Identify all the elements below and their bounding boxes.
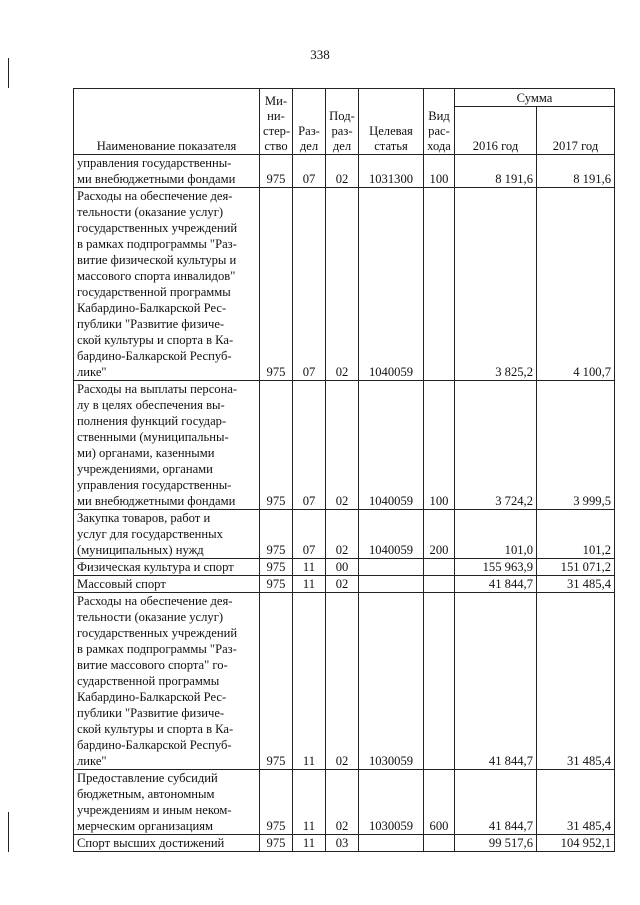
row-name: Расходы на выплаты персона- лу в целях обеспечения вы- полнения функций государ- ственными (муниципальны- ми) органами, казенными учреждениями, органами управления государственны- ми внебюджетными фондами xyxy=(74,381,260,510)
row-expense-type xyxy=(424,559,455,576)
row-subsection: 03 xyxy=(326,835,359,852)
row-sum-2017: 31 485,4 xyxy=(537,593,615,770)
row-section: 11 xyxy=(293,559,326,576)
row-sum-2016: 41 844,7 xyxy=(455,576,537,593)
row-sum-2017: 151 071,2 xyxy=(537,559,615,576)
row-target-article: 1030059 xyxy=(359,593,424,770)
row-expense-type: 100 xyxy=(424,381,455,510)
row-expense-type xyxy=(424,188,455,381)
row-name: Расходы на обеспечение дея- тельности (оказание услуг) государственных учреждений в рамках подпрограммы "Раз- витие физической культуры и массового спорта инвалидов" государственной программы Кабардино-Балкарской Рес- публики "Развитие физиче- ской культуры и спорта в Ка- бардино-Балкарской Респуб- лике" xyxy=(74,188,260,381)
header-year-2017: 2017 год xyxy=(537,107,615,155)
header-sum: Сумма xyxy=(455,89,615,107)
table-row xyxy=(74,381,615,510)
row-expense-type xyxy=(424,576,455,593)
margin-mark-top xyxy=(8,58,9,88)
row-section: 07 xyxy=(293,155,326,188)
row-sum-2016: 8 191,6 xyxy=(455,155,537,188)
row-ministry: 975 xyxy=(260,381,293,510)
row-subsection: 00 xyxy=(326,559,359,576)
row-subsection: 02 xyxy=(326,576,359,593)
header-ministry: Ми- ни- стер- ство xyxy=(260,89,293,155)
row-name: Предоставление субсидий бюджетным, автономным учреждениям и иным неком- мерческим организациям xyxy=(74,770,260,835)
row-subsection: 02 xyxy=(326,770,359,835)
row-subsection: 02 xyxy=(326,510,359,559)
row-ministry: 975 xyxy=(260,770,293,835)
header-name: Наименование показателя xyxy=(74,89,260,155)
row-target-article xyxy=(359,576,424,593)
row-sum-2016: 41 844,7 xyxy=(455,593,537,770)
row-sum-2017: 104 952,1 xyxy=(537,835,615,852)
row-subsection: 02 xyxy=(326,381,359,510)
row-target-article: 1040059 xyxy=(359,381,424,510)
row-section: 11 xyxy=(293,593,326,770)
row-sum-2017: 31 485,4 xyxy=(537,576,615,593)
row-ministry: 975 xyxy=(260,188,293,381)
row-sum-2017: 31 485,4 xyxy=(537,770,615,835)
row-name: Расходы на обеспечение дея- тельности (оказание услуг) государственных учреждений в рамках подпрограммы "Раз- витие массового спорта" го- сударственной программы Кабардино-Балкарской Рес- публики "Развитие физиче- ской культуры и спорта в Ка- бардино-Балкарской Респуб- лике" xyxy=(74,593,260,770)
header-target-article: Целевая статья xyxy=(359,89,424,155)
header-year-2016: 2016 год xyxy=(455,107,537,155)
row-sum-2017: 101,2 xyxy=(537,510,615,559)
row-expense-type xyxy=(424,593,455,770)
row-subsection: 02 xyxy=(326,155,359,188)
row-subsection: 02 xyxy=(326,188,359,381)
row-ministry: 975 xyxy=(260,155,293,188)
row-target-article xyxy=(359,559,424,576)
table-row xyxy=(74,835,615,852)
row-sum-2017: 8 191,6 xyxy=(537,155,615,188)
row-target-article: 1030059 xyxy=(359,770,424,835)
row-name: Закупка товаров, работ и услуг для государственных (муниципальных) нужд xyxy=(74,510,260,559)
row-sum-2016: 3 724,2 xyxy=(455,381,537,510)
table-row xyxy=(74,155,615,188)
row-expense-type xyxy=(424,835,455,852)
row-sum-2016: 41 844,7 xyxy=(455,770,537,835)
row-expense-type: 600 xyxy=(424,770,455,835)
header-section: Раз- дел xyxy=(293,89,326,155)
row-section: 11 xyxy=(293,835,326,852)
row-section: 07 xyxy=(293,510,326,559)
row-ministry: 975 xyxy=(260,510,293,559)
row-sum-2016: 155 963,9 xyxy=(455,559,537,576)
row-name: управления государственны- ми внебюджетными фондами xyxy=(74,155,260,188)
row-ministry: 975 xyxy=(260,559,293,576)
header-expense-type: Вид рас- хода xyxy=(424,89,455,155)
row-section: 11 xyxy=(293,770,326,835)
row-sum-2017: 4 100,7 xyxy=(537,188,615,381)
table-row xyxy=(74,576,615,593)
row-sum-2016: 3 825,2 xyxy=(455,188,537,381)
row-name: Спорт высших достижений xyxy=(74,835,260,852)
row-target-article: 1040059 xyxy=(359,510,424,559)
row-target-article xyxy=(359,835,424,852)
row-ministry: 975 xyxy=(260,576,293,593)
row-section: 07 xyxy=(293,188,326,381)
table-row xyxy=(74,510,615,559)
table-row xyxy=(74,559,615,576)
row-sum-2016: 101,0 xyxy=(455,510,537,559)
margin-mark-bottom xyxy=(8,812,9,852)
row-section: 07 xyxy=(293,381,326,510)
row-expense-type: 200 xyxy=(424,510,455,559)
row-name: Физическая культура и спорт xyxy=(74,559,260,576)
header-subsection: Под- раз- дел xyxy=(326,89,359,155)
row-name: Массовый спорт xyxy=(74,576,260,593)
table-row xyxy=(74,770,615,835)
row-target-article: 1040059 xyxy=(359,188,424,381)
row-ministry: 975 xyxy=(260,835,293,852)
row-ministry: 975 xyxy=(260,593,293,770)
budget-table xyxy=(73,88,615,852)
row-sum-2016: 99 517,6 xyxy=(455,835,537,852)
page-number: 338 xyxy=(310,47,330,62)
table-row xyxy=(74,593,615,770)
row-section: 11 xyxy=(293,576,326,593)
table-row xyxy=(74,188,615,381)
row-target-article: 1031300 xyxy=(359,155,424,188)
row-expense-type: 100 xyxy=(424,155,455,188)
row-subsection: 02 xyxy=(326,593,359,770)
row-sum-2017: 3 999,5 xyxy=(537,381,615,510)
